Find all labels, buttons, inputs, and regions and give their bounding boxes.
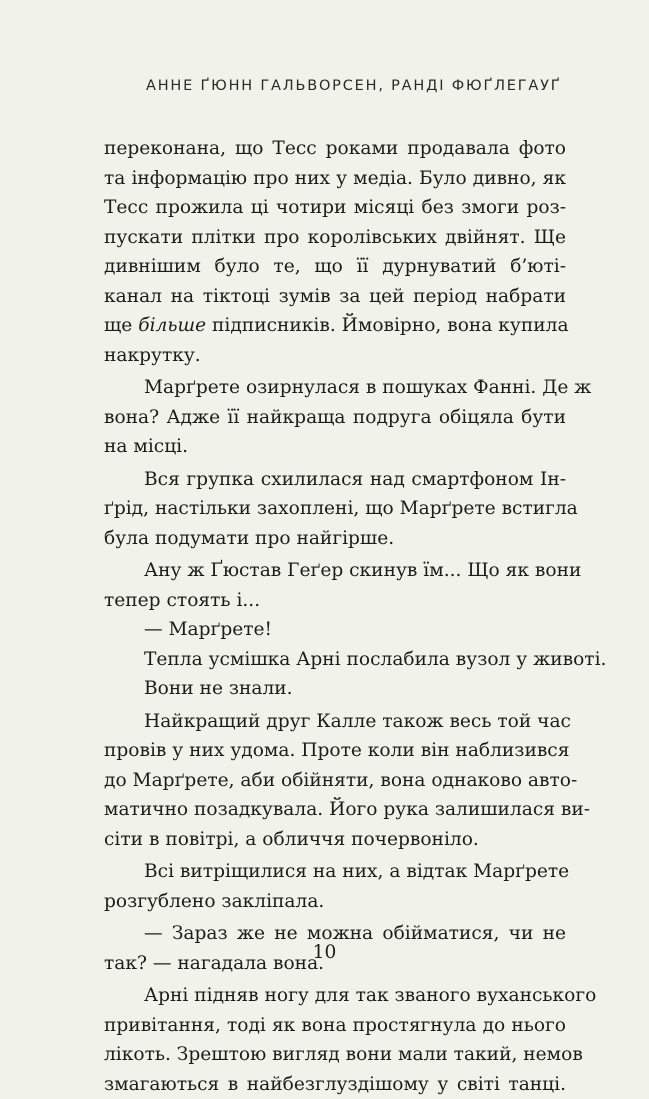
text-line: Вони не знали. xyxy=(104,674,566,704)
emphasis-word: більше xyxy=(138,315,206,336)
text-line: — Марґрете! xyxy=(104,615,566,645)
running-head: АННЕ ҐЮНН ГАЛЬВОРСЕН, РАНДІ ФЮҐЛЕГАУҐ xyxy=(0,78,649,94)
text-line: ґрід, настільки захоплені, що Марґрете встигла xyxy=(104,494,566,524)
text-line: Вся групка схилилася над смартфоном Ін- xyxy=(104,465,566,495)
text-line: була подумати про найгірше. xyxy=(104,524,566,554)
text-fragment: підписників. Ймовірно, вона купила xyxy=(212,315,569,336)
text-fragment: ще xyxy=(104,315,132,336)
text-line: Найкращий друг Калле також весь той час xyxy=(104,707,566,737)
text-line: — Зараз же не можна обійматися, чи не xyxy=(104,919,566,949)
text-line: накрутку. xyxy=(104,341,566,371)
text-line: привітання, тоді як вона простягнула до нього xyxy=(104,1011,566,1041)
text-line: вона? Адже її найкраща подруга обіцяла бути xyxy=(104,403,566,433)
text-line: так? — нагадала вона. xyxy=(104,949,566,979)
text-line: на місці. xyxy=(104,432,566,462)
text-line: змагаються в найбезглуздішому у світі танці. xyxy=(104,1070,566,1099)
text-line: сіти в повітрі, а обличчя почервоніло. xyxy=(104,825,566,855)
page-number: 10 xyxy=(0,942,649,963)
text-line: Тепла усмішка Арні послабила вузол у животі. xyxy=(104,645,566,675)
text-line: тепер стоять і... xyxy=(104,586,566,616)
text-line: та інформацію про них у медіа. Було дивно, як xyxy=(104,164,566,194)
text-line: розгублено закліпала. xyxy=(104,887,566,917)
text-line: Всі витріщилися на них, а відтак Марґрете xyxy=(104,857,566,887)
text-line: Арні підняв ногу для так званого вуханського xyxy=(104,981,566,1011)
text-line: провів у них удома. Проте коли він наблизився xyxy=(104,736,566,766)
text-line: лікоть. Зрештою вигляд вони мали такий, немов xyxy=(104,1040,566,1070)
text-line: до Марґрете, аби обійняти, вона однаково авто- xyxy=(104,766,566,796)
text-line: переконана, що Тесс роками продавала фото xyxy=(104,134,566,164)
text-line: Тесс прожила ці чотири місяці без змоги роз- xyxy=(104,193,566,223)
text-line: матично позадкувала. Його рука залишилася ви- xyxy=(104,795,566,825)
text-line xyxy=(104,311,566,341)
text-line: Ану ж Ґюстав Геґер скинув їм... Що як вони xyxy=(104,556,566,586)
text-line: дивнішим було те, що її дурнуватий б’юті- xyxy=(104,252,566,282)
text-line: Марґрете озирнулася в пошуках Фанні. Де ж xyxy=(104,373,566,403)
text-line: канал на тіктоці зумів за цей період набрати xyxy=(104,282,566,312)
text-line: пускати плітки про королівських двійнят. Ще xyxy=(104,223,566,253)
